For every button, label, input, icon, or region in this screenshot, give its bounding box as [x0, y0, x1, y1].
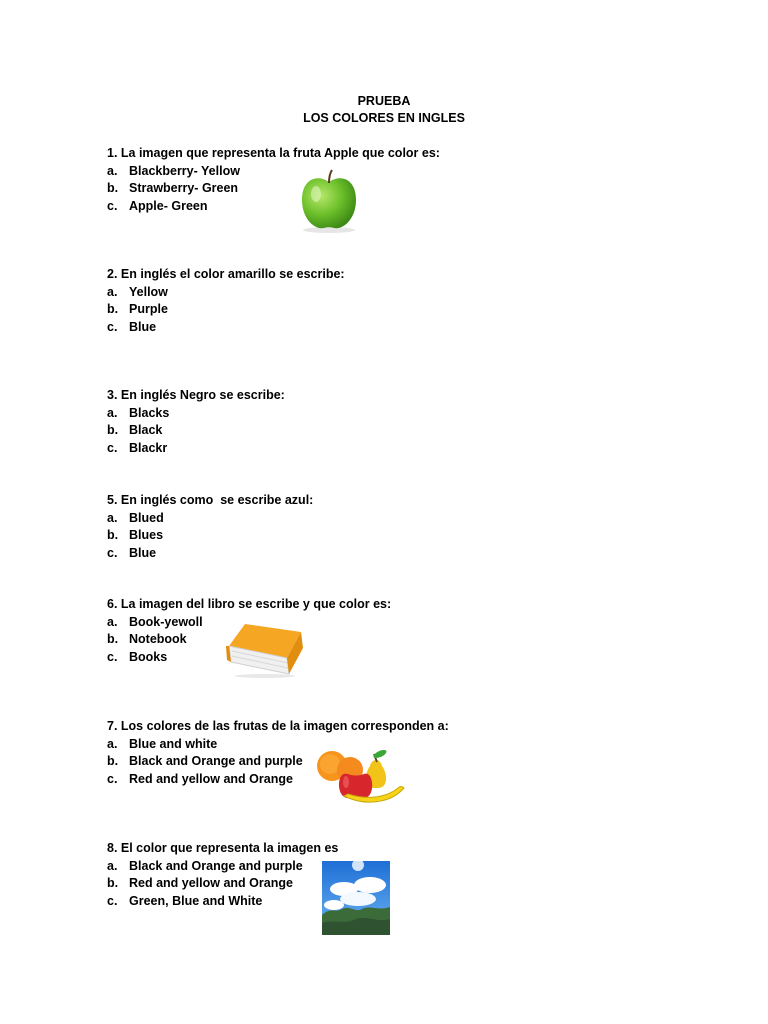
option-b: b. Notebook [107, 632, 187, 646]
question-3 [107, 387, 527, 457]
option-c: c. Green, Blue and White [107, 893, 263, 908]
question-text: 6. La imagen del libro se escribe y que color es: [107, 597, 392, 611]
option-c: c. Red and yellow and Orange [107, 771, 293, 786]
orange-book-image [225, 612, 303, 678]
fruits-image [314, 740, 408, 806]
option-b: b. Blues [107, 528, 164, 542]
option-a: a. Yellow [107, 284, 168, 299]
option-b: b. Red and yellow and Orange [107, 876, 293, 890]
question-2 [107, 266, 527, 336]
question-text: 7. Los colores de las frutas de la imagen corresponden a: [107, 719, 449, 733]
option-c: c. Blue [107, 319, 157, 334]
option-c: c. Blue [107, 545, 157, 560]
question-text: 2. En inglés el color amarillo se escribe: [107, 267, 345, 281]
green-apple-image [298, 168, 360, 234]
option-b: b. Black [107, 423, 163, 437]
option-a: a. Blackberry- Yellow [107, 163, 240, 178]
option-b: b. Strawberry- Green [107, 181, 239, 195]
question-8 [107, 840, 527, 910]
question-5 [107, 492, 527, 562]
option-a: a. Blacks [107, 405, 170, 420]
option-b: b. Purple [107, 302, 168, 316]
question-text: 8. El color que representa la imagen es [107, 841, 339, 855]
option-c: c. Books [107, 649, 168, 664]
question-text: 3. En inglés Negro se escribe: [107, 388, 285, 402]
question-text: 1. La imagen que representa la fruta Apple que color es: [107, 146, 440, 160]
page-subtitle: LOS COLORES EN INGLES [303, 111, 465, 125]
option-a: a. Blued [107, 510, 164, 525]
option-c: c. Blackr [107, 440, 168, 455]
question-6 [107, 596, 527, 666]
option-c: c. Apple- Green [107, 198, 208, 213]
option-a: a. Blue and white [107, 736, 218, 751]
option-a: a. Black and Orange and purple [107, 858, 303, 873]
page-title: PRUEBA [357, 94, 411, 108]
sky-trees-image [322, 861, 390, 935]
option-a: a. Book-yewoll [107, 614, 203, 629]
option-b: b. Black and Orange and purple [107, 754, 303, 768]
question-text: 5. En inglés como se escribe azul: [107, 493, 314, 507]
